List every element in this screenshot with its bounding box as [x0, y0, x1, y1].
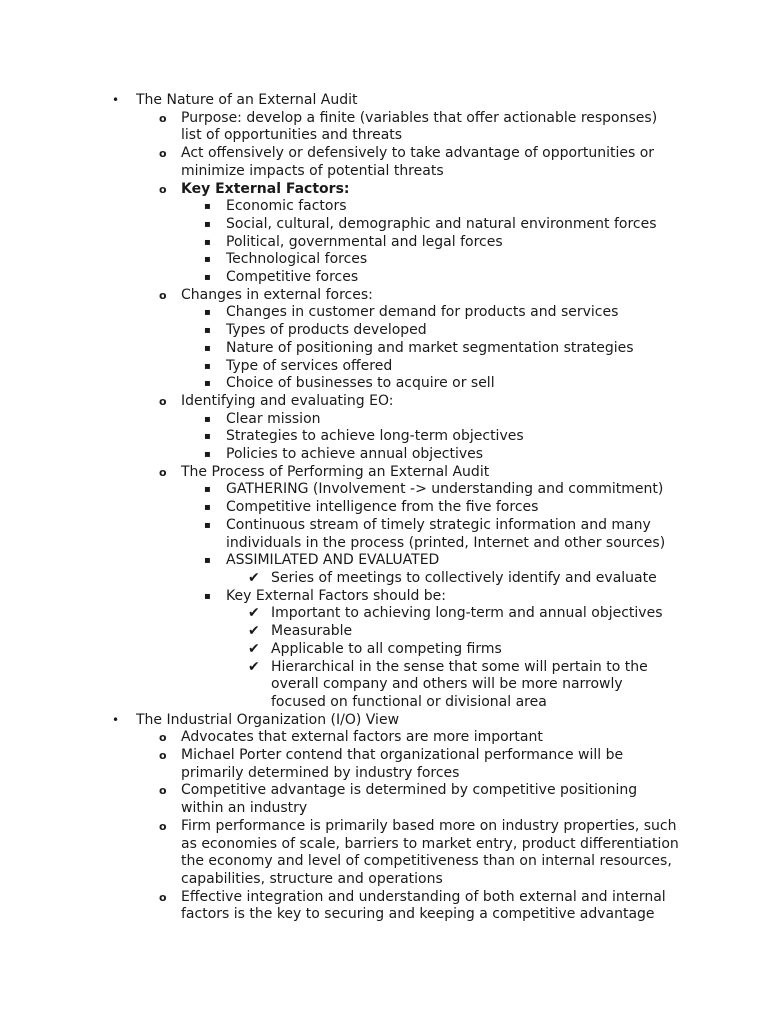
item-text: Competitive advantage is determined by competitive positioning within an industry	[181, 782, 638, 817]
list-item	[0, 641, 681, 659]
item-heading: Key External Factors should be:	[226, 587, 447, 604]
square-marker: ▪	[204, 236, 211, 248]
list-item	[0, 358, 681, 376]
section-external-audit	[0, 92, 681, 712]
section-title: The Nature of an External Audit	[136, 92, 358, 108]
circle-marker: o	[159, 182, 167, 196]
item-text: Series of meetings to collectively identify and evaluate	[271, 569, 657, 586]
document-page	[0, 92, 768, 924]
item-text: GATHERING (Involvement -> understanding and commitment)	[226, 481, 664, 498]
item-text: Clear mission	[226, 410, 321, 427]
sublist	[181, 304, 681, 393]
item-heading: ASSIMILATED AND EVALUATED	[226, 552, 440, 569]
circle-marker: o	[159, 394, 167, 408]
circle-marker: o	[159, 819, 167, 833]
checkmark-icon: ✔	[248, 640, 260, 657]
item-text: Competitive forces	[226, 269, 359, 286]
list-item	[0, 411, 681, 429]
section-io-view	[0, 712, 681, 924]
list-item	[0, 729, 681, 747]
list-item	[0, 481, 681, 499]
square-marker: ▪	[204, 378, 211, 390]
list-item	[0, 499, 681, 517]
square-marker: ▪	[204, 307, 211, 319]
circle-marker: o	[159, 890, 167, 904]
item-text: Strategies to achieve long-term objectives	[226, 428, 524, 445]
list-item	[0, 659, 681, 712]
list-item-changes	[0, 287, 681, 393]
item-text: Economic factors	[226, 198, 347, 215]
bullet-marker: •	[112, 93, 120, 107]
square-marker: ▪	[204, 431, 211, 443]
list-item	[0, 375, 681, 393]
bullet-marker: •	[112, 712, 120, 727]
list-item-should-be	[0, 588, 681, 712]
item-text: Purpose: develop a finite (variables that offer actionable responses) list of opportunities and threats	[181, 109, 658, 144]
item-text: Policies to achieve annual objectives	[226, 446, 484, 463]
square-marker: ▪	[204, 272, 211, 284]
item-text: Advocates that external factors are more important	[181, 729, 543, 746]
list-item	[0, 340, 681, 358]
item-text: Technological forces	[226, 251, 368, 268]
list-item	[0, 446, 681, 464]
sublist	[181, 481, 681, 711]
item-text: Choice of businesses to acquire or sell	[226, 375, 495, 392]
list-item	[0, 269, 681, 287]
item-text: Nature of positioning and market segmentation strategies	[226, 339, 634, 356]
item-text: Types of products developed	[226, 322, 427, 339]
list-item-assimilated	[0, 552, 681, 587]
checkmark-icon: ✔	[248, 569, 260, 586]
square-marker: ▪	[204, 413, 211, 425]
circle-marker: o	[159, 749, 167, 763]
sublist	[226, 605, 681, 711]
square-marker: ▪	[204, 218, 211, 230]
item-text: Effective integration and understanding of both external and internal factors is the key to securing and keeping a competitive advantage	[181, 888, 666, 923]
item-text: Type of services offered	[226, 357, 393, 374]
list-item	[0, 818, 681, 889]
list-item	[0, 623, 681, 641]
circle-marker: o	[159, 288, 167, 302]
item-text: Applicable to all competing firms	[271, 640, 502, 657]
item-text: Firm performance is primarily based more on industry properties, such as economies of scale, barriers to market entry, product differentiation the economy and level of competitiveness than on internal resources, capabilities, structure and operations	[181, 817, 679, 887]
square-marker: ▪	[204, 449, 211, 461]
item-heading: Key External Factors:	[181, 180, 350, 197]
item-text: Michael Porter contend that organizational performance will be primarily determined by industry forces	[181, 747, 624, 781]
square-marker: ▪	[204, 555, 211, 567]
list-item-key-external-factors	[0, 181, 681, 287]
square-marker: ▪	[204, 502, 211, 514]
list-item	[0, 198, 681, 216]
list-item	[0, 889, 681, 924]
square-marker: ▪	[204, 590, 211, 602]
square-marker: ▪	[204, 360, 211, 372]
item-text: Changes in customer demand for products and services	[226, 304, 619, 321]
sublist	[136, 110, 681, 712]
list-item	[0, 517, 681, 552]
square-marker: ▪	[204, 201, 211, 213]
list-item-identifying	[0, 393, 681, 464]
list-item	[0, 145, 681, 180]
circle-marker: o	[159, 784, 167, 798]
checkmark-icon: ✔	[248, 605, 260, 622]
list-item	[0, 428, 681, 446]
list-item	[0, 234, 681, 252]
square-marker: ▪	[204, 254, 211, 266]
outline	[0, 92, 768, 924]
item-text: Continuous stream of timely strategic information and many individuals in the process (printed, Internet and other sources)	[226, 516, 666, 551]
list-item	[0, 747, 681, 782]
list-item	[0, 251, 681, 269]
sublist	[181, 198, 681, 287]
item-heading: Changes in external forces:	[181, 286, 373, 303]
square-marker: ▪	[204, 342, 211, 354]
sublist	[181, 411, 681, 464]
list-item	[0, 782, 681, 817]
checkmark-icon: ✔	[248, 658, 260, 675]
item-heading: Identifying and evaluating EO:	[181, 392, 394, 409]
item-text: Measurable	[271, 623, 353, 640]
list-item	[0, 570, 681, 588]
item-text: Important to achieving long-term and annual objectives	[271, 605, 663, 622]
item-text: Social, cultural, demographic and natural environment forces	[226, 215, 657, 232]
list-item	[0, 605, 681, 623]
list-item-process	[0, 464, 681, 712]
section-title: The Industrial Organization (I/O) View	[136, 711, 400, 728]
circle-marker: o	[159, 111, 167, 125]
item-text: Competitive intelligence from the five forces	[226, 499, 539, 516]
square-marker: ▪	[204, 519, 211, 531]
item-heading: The Process of Performing an External Audit	[181, 463, 490, 480]
circle-marker: o	[159, 147, 167, 161]
item-text: Hierarchical in the sense that some will pertain to the overall company and others will be more narrowly focused on functional or divisional area	[271, 658, 648, 710]
list-item	[0, 216, 681, 234]
sublist	[136, 729, 681, 924]
square-marker: ▪	[204, 325, 211, 337]
circle-marker: o	[159, 731, 167, 745]
item-text: Act offensively or defensively to take advantage of opportunities or minimize impacts of potential threats	[181, 145, 655, 179]
square-marker: ▪	[204, 484, 211, 496]
sublist	[226, 570, 681, 588]
list-item	[0, 304, 681, 322]
item-text: Political, governmental and legal forces	[226, 233, 503, 250]
checkmark-icon: ✔	[248, 623, 260, 640]
circle-marker: o	[159, 465, 167, 479]
list-item	[0, 322, 681, 340]
list-item	[0, 110, 681, 145]
